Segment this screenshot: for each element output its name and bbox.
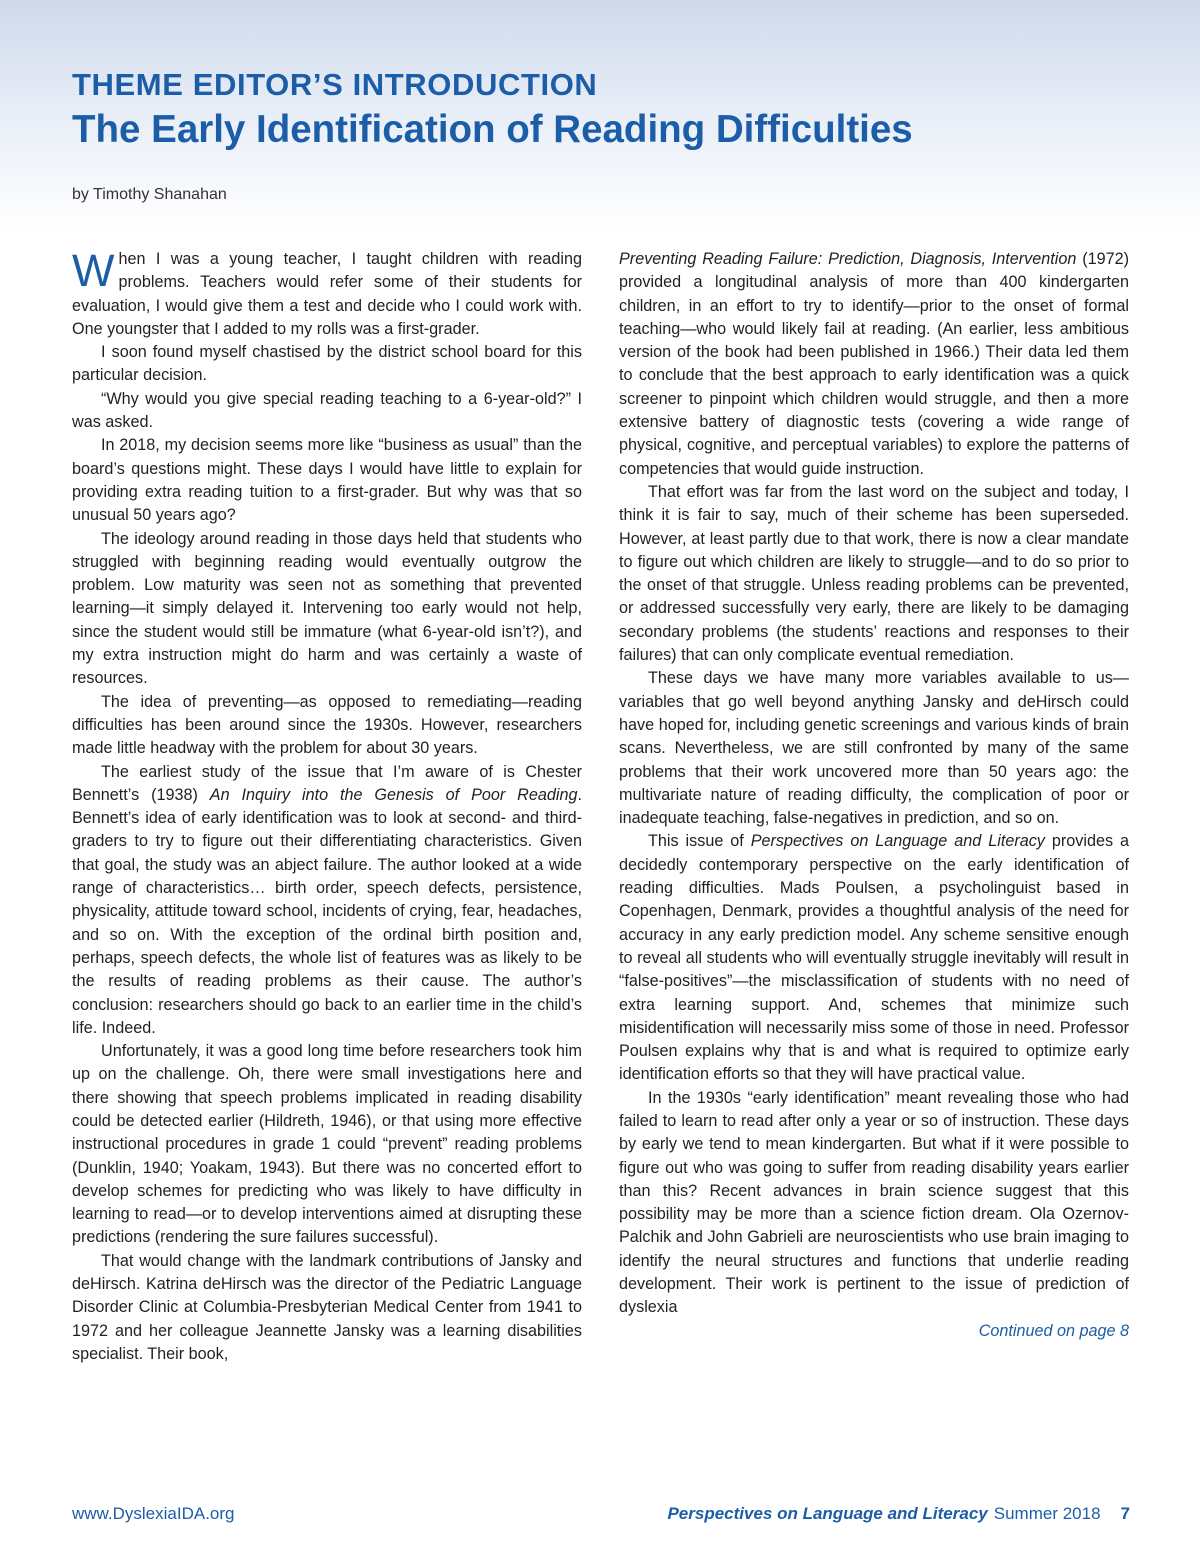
paragraph: I soon found myself chastised by the district school board for this particular decision.: [72, 343, 582, 385]
paragraph: That would change with the landmark contributions of Jansky and deHirsch. Katrina deHirsch was the director of the Pediatric Language Disorder Clinic at Columbia-Presbyterian Medical Center from 1941 to 1972 and her colleague Jeannette Jansky was a learning disabilities specialist. Their book,: [72, 1251, 582, 1363]
page-number: 7: [1120, 1504, 1130, 1523]
article-header: [72, 66, 1132, 154]
paragraph: Unfortunately, it was a good long time before researchers took him up on the challenge. Oh, there were small investigations here and there showing that speech problems implicated in reading disability could be detected earlier (Hildreth, 1946), or that using more effective instructional procedures in grade 1 could “prevent” reading problems (Dunklin, 1940; Yoakam, 1943). But there was no concerted effort to develop schemes for predicting who was likely to have difficulty in learning to read—or to develop interventions aimed at disrupting these predictions (rendering the sure failures successful).: [72, 1042, 582, 1247]
journal-title: Perspectives on Language and Literacy: [750, 832, 1045, 851]
section-kicker: THEME EDITOR’S INTRODUCTION: [72, 67, 598, 102]
right-column: [619, 248, 1129, 1343]
article-title: The Early Identification of Reading Difficulties: [72, 108, 913, 151]
paragraph: The earliest study of the issue that I’m aware of is Chester Bennett’s (1938) An Inquiry into the Genesis of Poor Reading. Bennett’s idea of early identification was to look at second- and third-graders to try to figure out their differentiating characteristics. Given that goal, the study was an abject failure. The author looked at a wide range of characteristics… birth order, speech defects, persistence, physicality, attitude toward school, incidents of crying, fear, headaches, and so on. With the exception of the ordinal birth position and, perhaps, speech defects, the whole list of features was as likely to be the results of reading problems as their cause. The author’s conclusion: researchers should go back to an earlier time in the child’s life. Indeed.: [72, 762, 582, 1037]
paragraph: These days we have many more variables available to us—variables that go well beyond anything Jansky and deHirsch could have hoped for, including genetic screenings and various kinds of brain scans. Nevertheless, we are still confronted by many of the same problems that their work uncovered more than 50 years ago: the multivariate nature of reading difficulty, the complication of poor or inadequate teaching, false-negatives in prediction, and so on.: [619, 669, 1129, 828]
footer-url-link[interactable]: www.DyslexiaIDA.org: [72, 1504, 235, 1523]
book-title: Preventing Reading Failure: Prediction, Diagnosis, Intervention: [619, 250, 1077, 268]
left-column: [72, 245, 582, 1366]
paragraph: “Why would you give special reading teaching to a 6-year-old?” I was asked.: [72, 389, 582, 432]
book-title: An Inquiry into the Genesis of Poor Reading: [209, 785, 578, 804]
byline: by Timothy Shanahan: [72, 186, 227, 203]
footer-issue: Summer 2018: [993, 1504, 1101, 1523]
footer-publication: [667, 1502, 1130, 1526]
paragraph: This issue of Perspectives on Language and Literacy provides a decidedly contemporary perspective on the early identification of reading difficulties. Mads Poulsen, a psycholinguist based in Copenhagen, Denmark, provides a thoughtful analysis of the need for accuracy in any early prediction model. Any scheme sensitive enough to reveal all students who will eventually struggle inevitably will result in “false-positives”—the misclassification of students with no need of extra learning support. And, schemes that minimize such misidentification will necessarily miss some of those in need. Professor Poulsen explains why that is and what is required to optimize early identification efforts so that they will have practical value.: [619, 832, 1129, 1084]
page-footer: [72, 1502, 1130, 1526]
paragraph: Preventing Reading Failure: Prediction, Diagnosis, Intervention (1972) provided a longitudinal analysis of more than 400 kindergarten children, in an effort to try to identify—prior to the onset of formal teaching—who would likely fail at reading. (An earlier, less ambitious version of the book had been published in 1966.) Their data led them to conclude that the best approach to early identification was a quick screener to pinpoint which children would struggle, and then a more extensive battery of diagnostic tests (covering a wide range of physical, cognitive, and perceptual variables) to explore the patterns of competencies that would guide instruction.: [619, 250, 1129, 478]
drop-cap: W: [72, 245, 115, 296]
paragraph: In the 1930s “early identification” meant revealing those who had failed to learn to read after only a year or so of instruction. These days by early we tend to mean kindergarten. But what if it were possible to figure out who was going to suffer from reading disability years earlier than this? Recent advances in brain science suggest that this possibility may be more than a science fiction dream. Ola Ozernov-Palchik and John Gabrieli are neuroscientists who use brain imaging to identify the neural structures and functions that underlie reading development. Their work is pertinent to the issue of prediction of dyslexia: [619, 1088, 1129, 1317]
paragraph: In 2018, my decision seems more like “business as usual” than the board’s questions might. These days I would have little to explain for providing extra reading tuition to a first-grader. But why was that so unusual 50 years ago?: [72, 436, 582, 525]
continued-link[interactable]: Continued on page 8: [978, 1321, 1129, 1340]
paragraph: That effort was far from the last word on the subject and today, I think it is fair to say, much of their scheme has been superseded. However, at least partly due to that work, there is now a clear mandate to figure out which children are likely to struggle—and to do so prior to the onset of that struggle. Unless reading problems can be prevented, or addressed successfully very early, there are likely to be damaging secondary problems (the students’ reactions and responses to their failures) that can only complicate eventual remediation.: [619, 482, 1129, 665]
paragraph: When I was a young teacher, I taught children with reading problems. Teachers would refer some of their students for evaluation, I would give them a test and decide who I could work with. One youngster that I added to my rolls was a first-grader.: [72, 245, 582, 338]
footer-journal: Perspectives on Language and Literacy: [667, 1504, 988, 1523]
paragraph: The idea of preventing—as opposed to remediating—reading difficulties has been around since the 1930s. However, researchers made little headway with the problem for about 30 years.: [72, 692, 582, 758]
paragraph: The ideology around reading in those days held that students who struggled with beginning reading would eventually outgrow the problem. Low maturity was seen not as something that prevented learning—it simply delayed it. Intervening too early would not help, since the student would still be immature (what 6-year-old isn’t?), and my extra instruction might do harm and was certainly a waste of resources.: [72, 529, 582, 688]
